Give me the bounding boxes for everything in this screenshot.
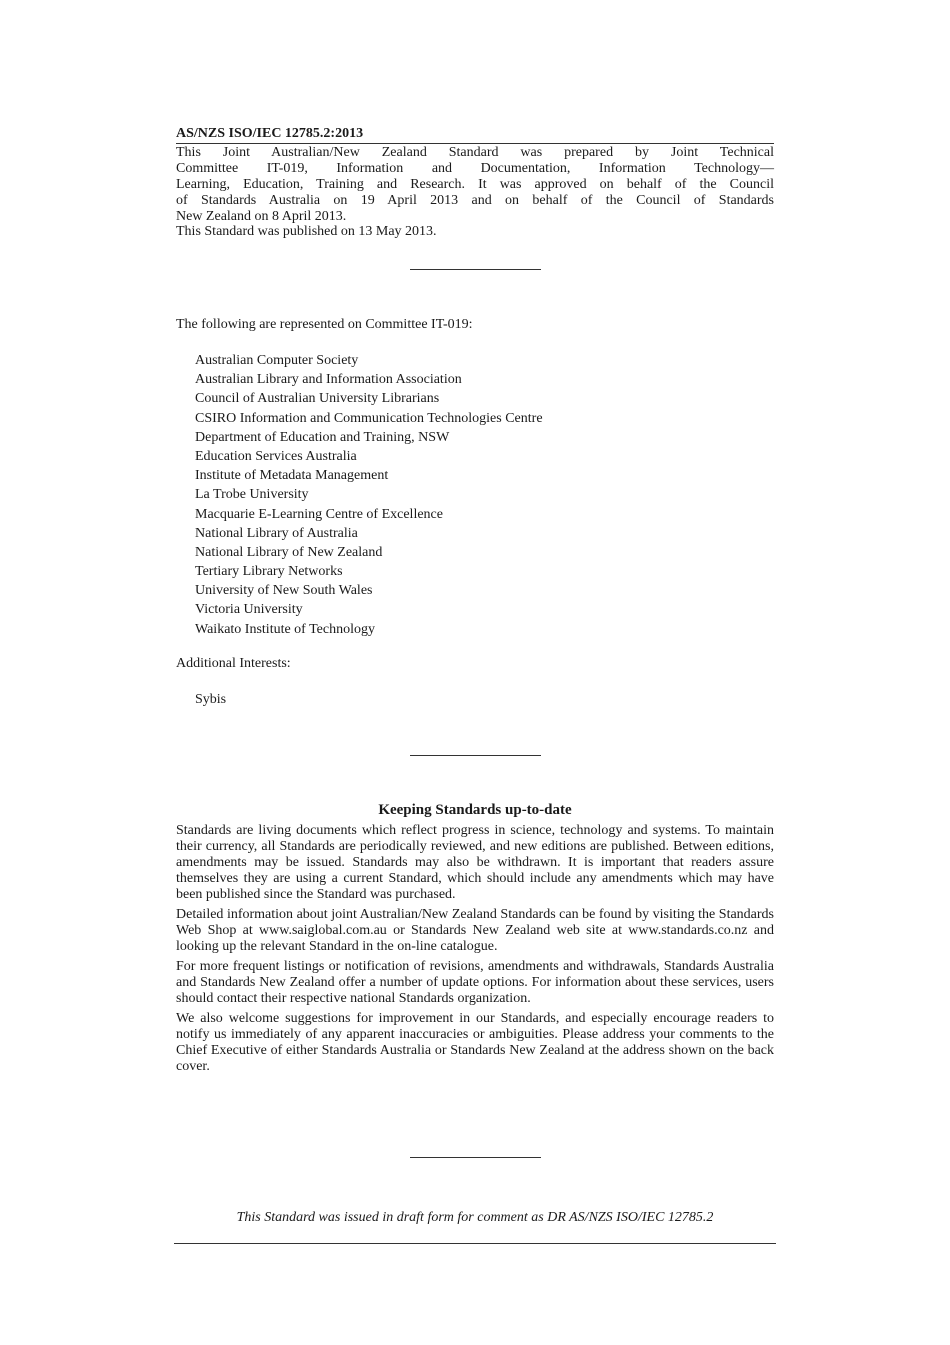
list-item: La Trobe University [195,487,309,503]
list-item: National Library of Australia [195,525,358,541]
section-divider [410,269,541,270]
list-item: Australian Computer Society [195,353,359,368]
footer-rule [174,1243,776,1244]
section-divider [410,1157,541,1158]
additional-interests-list [195,690,755,709]
list-item: Victoria University [195,602,303,618]
header-rule [176,143,774,144]
list-item: Council of Australian University Librarians [195,391,440,407]
list-item: Sybis [195,692,227,707]
publication-date: This Standard was published on 13 May 2013. [176,224,437,239]
list-item: Tertiary Library Networks [195,564,343,580]
list-item: Institute of Metadata Management [195,468,389,484]
keeping-up-to-date-heading: Keeping Standards up-to-date [378,802,572,818]
standard-designation: AS/NZS ISO/IEC 12785.2:2013 [176,126,364,141]
list-item: Department of Education and Training, NSW [195,429,450,445]
paragraph: Detailed information about joint Australian/New Zealand Standards can be found by visiting the Standards Web Shop at www.saiglobal.com.au or Standards New Zealand web site at www.standards.co.nz and looking up the relevant Standard in the on-line catalogue. [176,907,774,954]
section-divider [410,755,541,756]
list-item: National Library of New Zealand [195,544,383,560]
paragraph: Standards are living documents which reflect progress in science, technology and systems. To maintain their currency, all Standards are periodically reviewed, and new editions are published. Between editions, amendments may be issued. Standards may also be withdrawn. It is important that readers assure themselves they are using a current Standard, which should include any amendments which may have been published since the Standard was purchased. [176,823,774,902]
preparation-line: This Joint Australian/New Zealand Standard was prepared by Joint Technical [176,145,774,160]
keeping-up-to-date-body [176,823,774,1079]
preparation-line: of Standards Australia on 19 April 2013 and on behalf of the Council of Standards [176,193,774,208]
draft-note: This Standard was issued in draft form for comment as DR AS/NZS ISO/IEC 12785.2 [236,1210,714,1225]
additional-interests-label: Additional Interests: [176,656,291,671]
list-item: Waikato Institute of Technology [195,621,375,637]
list-item: CSIRO Information and Communication Technologies Centre [195,410,543,426]
committee-member-list [195,351,755,639]
preparation-line: New Zealand on 8 April 2013. [176,209,347,224]
committee-intro: The following are represented on Committee IT-019: [176,317,473,332]
list-item: University of New South Wales [195,583,373,599]
preparation-statement [176,145,774,225]
paragraph: We also welcome suggestions for improvement in our Standards, and especially encourage readers to notify us immediately of any apparent inaccuracies or ambiguities. Please address your comments to the Chief Executive of either Standards Australia or Standards New Zealand at the address shown on the back cover. [176,1011,774,1074]
list-item: Australian Library and Information Association [195,372,462,388]
preparation-line: Committee IT-019, Information and Documentation, Information Technology— [176,161,774,176]
paragraph: For more frequent listings or notification of revisions, amendments and withdrawals, Standards Australia and Standards New Zealand offer a number of update options. For information about these services, users should contact their respective national Standards organization. [176,959,774,1006]
preparation-line: Learning, Education, Training and Research. It was approved on behalf of the Council [176,177,774,192]
list-item: Macquarie E-Learning Centre of Excellence [195,506,443,522]
list-item: Education Services Australia [195,448,357,464]
